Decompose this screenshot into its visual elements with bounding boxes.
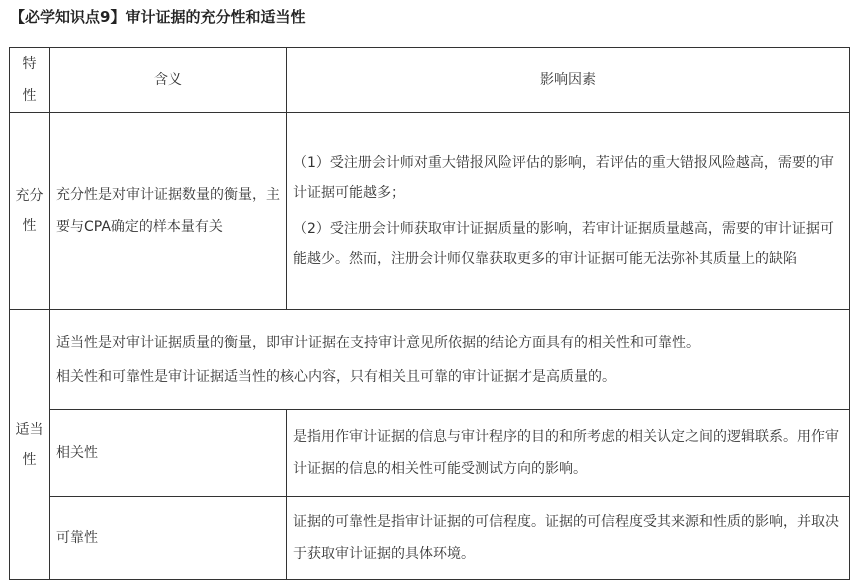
audit-evidence-table [9, 47, 850, 580]
relevance-description: 是指用作审计证据的信息与审计程序的目的和所考虑的相关认定之间的逻辑联系。用作审计证据的信息的相关性可能受测试方向的影响。 [287, 410, 850, 497]
appropriateness-intro-2: 相关性和可靠性是审计证据适当性的核心内容，只有相关且可靠的审计证据才是高质量的。 [56, 368, 616, 385]
reliability-row [10, 497, 850, 580]
appropriateness-feature: 适当性 [10, 310, 50, 580]
reliability-description: 证据的可靠性是指审计证据的可信程度。证据的可信程度受其来源和性质的影响，并取决于获取审计证据的具体环境。 [287, 497, 850, 580]
sufficiency-factor-1: （1）受注册会计师对重大错报风险评估的影响，若评估的重大错报风险越高，需要的审计证据可能越多； [293, 155, 834, 201]
reliability-label: 可靠性 [50, 497, 287, 580]
header-meaning: 含义 [50, 48, 287, 113]
appropriateness-intro [50, 310, 850, 410]
appropriateness-intro-1: 适当性是对审计证据质量的衡量，即审计证据在支持审计意见所依据的结论方面具有的相关性和可靠性。 [56, 334, 700, 351]
relevance-row [10, 410, 850, 497]
sufficiency-row [10, 113, 850, 310]
table-header-row [10, 48, 850, 113]
sufficiency-meaning: 充分性是对审计证据数量的衡量，主要与CPA确定的样本量有关 [50, 113, 287, 310]
header-feature: 特性 [10, 48, 50, 113]
sufficiency-feature: 充分性 [10, 113, 50, 310]
page-title: 【必学知识点9】审计证据的充分性和适当性 [10, 8, 306, 26]
appropriateness-intro-row [10, 310, 850, 410]
header-factors: 影响因素 [287, 48, 850, 113]
relevance-label: 相关性 [50, 410, 287, 497]
sufficiency-factors [287, 113, 850, 310]
sufficiency-factor-2: （2）受注册会计师获取审计证据质量的影响，若审计证据质量越高，需要的审计证据可能越少。然而，注册会计师仅靠获取更多的审计证据可能无法弥补其质量上的缺陷 [293, 221, 834, 267]
